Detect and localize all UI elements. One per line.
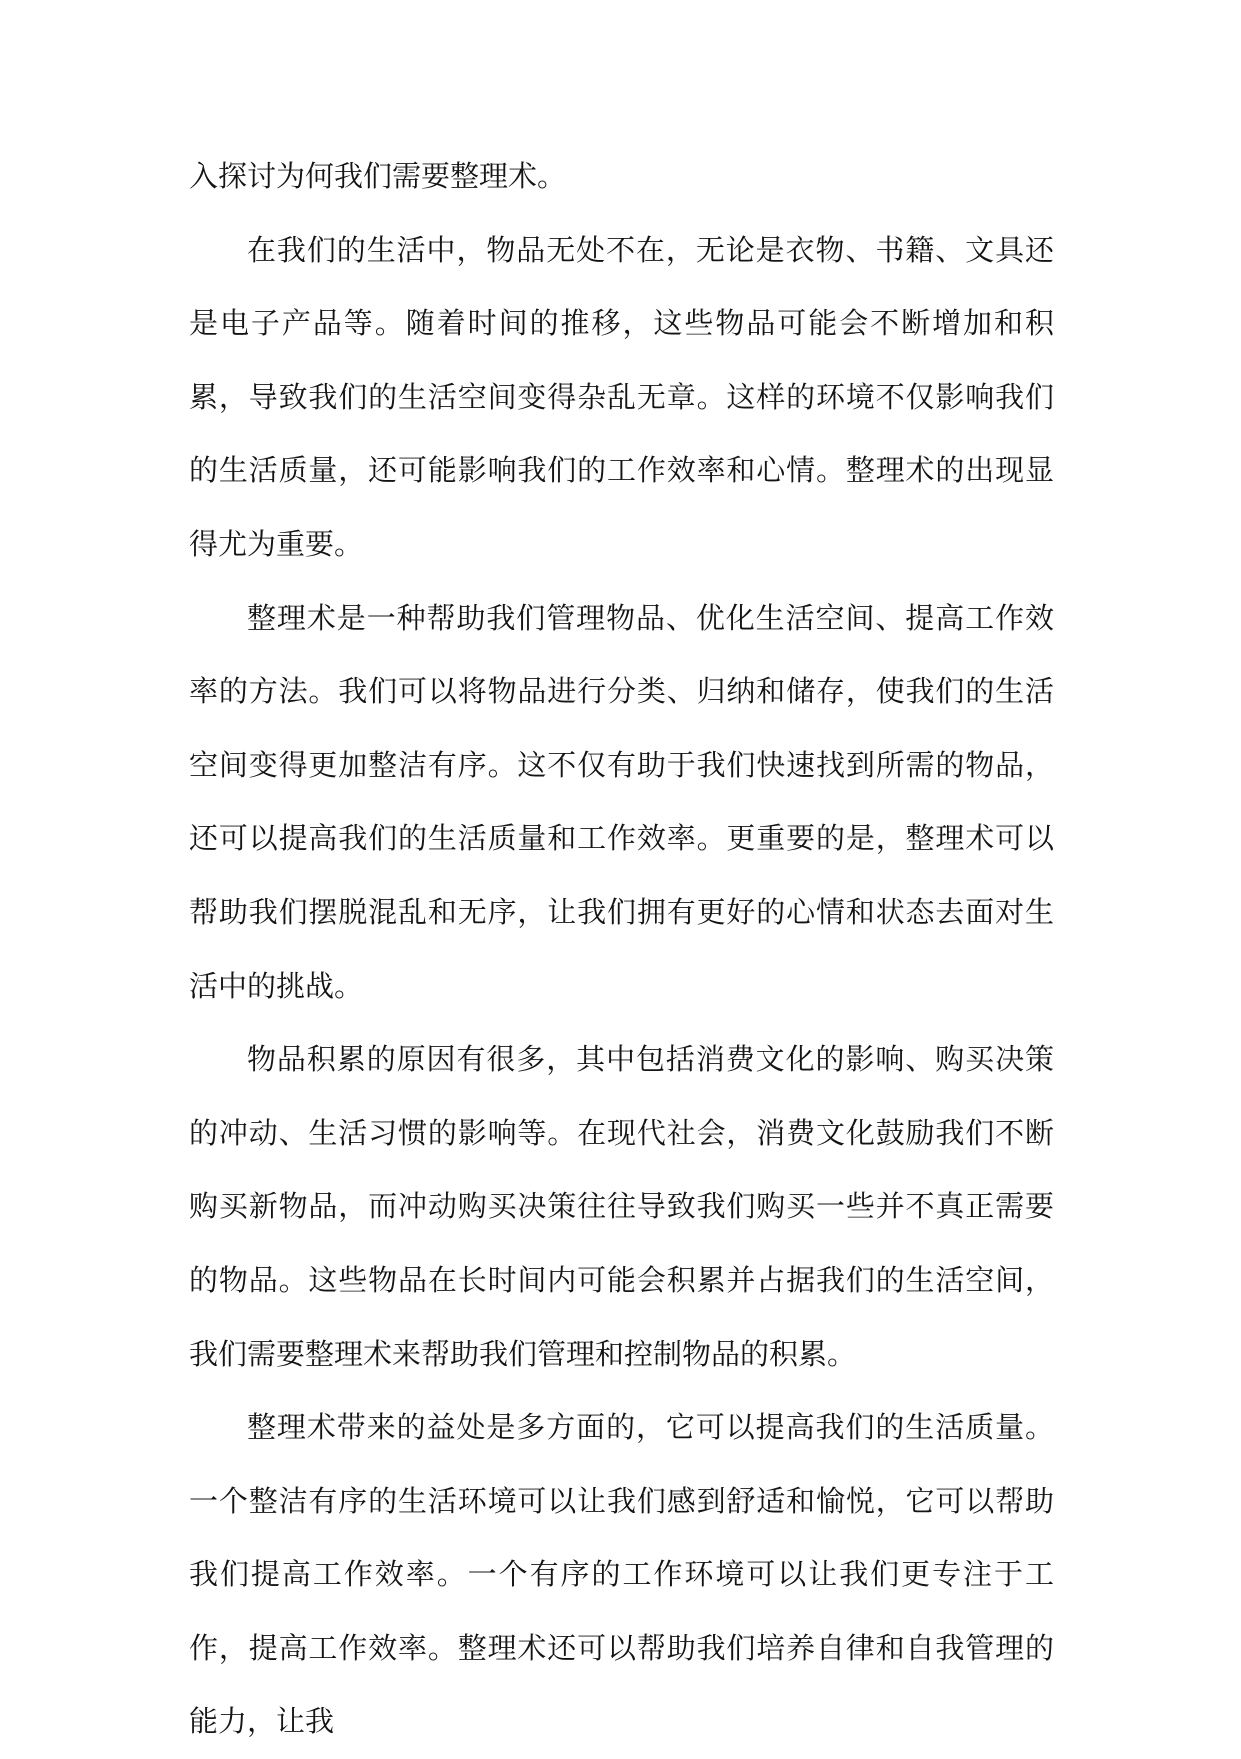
- paragraph: 物品积累的原因有很多，其中包括消费文化的影响、购买决策的冲动、生活习惯的影响等。在现代社会，消费文化鼓励我们不断购买新物品，而冲动购买决策往往导致我们购买一些并不真正需要的物品。这些物品在长时间内可能会积累并占据我们的生活空间，我们需要整理术来帮助我们管理和控制物品的积累。: [189, 1042, 1054, 1371]
- paragraph-continued: 入探讨为何我们需要整理术。: [189, 159, 567, 193]
- paragraph: 整理术带来的益处是多方面的，它可以提高我们的生活质量。一个整洁有序的生活环境可以让我们感到舒适和愉悦，它可以帮助我们提高工作效率。一个有序的工作环境可以让我们更专注于工作，提高工作效率。整理术还可以帮助我们培养自律和自我管理的能力，让我: [189, 1410, 1054, 1739]
- paragraph: 整理术是一种帮助我们管理物品、优化生活空间、提高工作效率的方法。我们可以将物品进行分类、归纳和储存，使我们的生活空间变得更加整洁有序。这不仅有助于我们快速找到所需的物品，还可以提高我们的生活质量和工作效率。更重要的是，整理术可以帮助我们摆脱混乱和无序，让我们拥有更好的心情和状态去面对生活中的挑战。: [189, 600, 1054, 1003]
- paragraph: 在我们的生活中，物品无处不在，无论是衣物、书籍、文具还是电子产品等。随着时间的推移，这些物品可能会不断增加和积累，导致我们的生活空间变得杂乱无章。这样的环境不仅影响我们的生活质量，还可能影响我们的工作效率和心情。整理术的出现显得尤为重要。: [189, 232, 1054, 561]
- body-text: [189, 140, 1054, 1759]
